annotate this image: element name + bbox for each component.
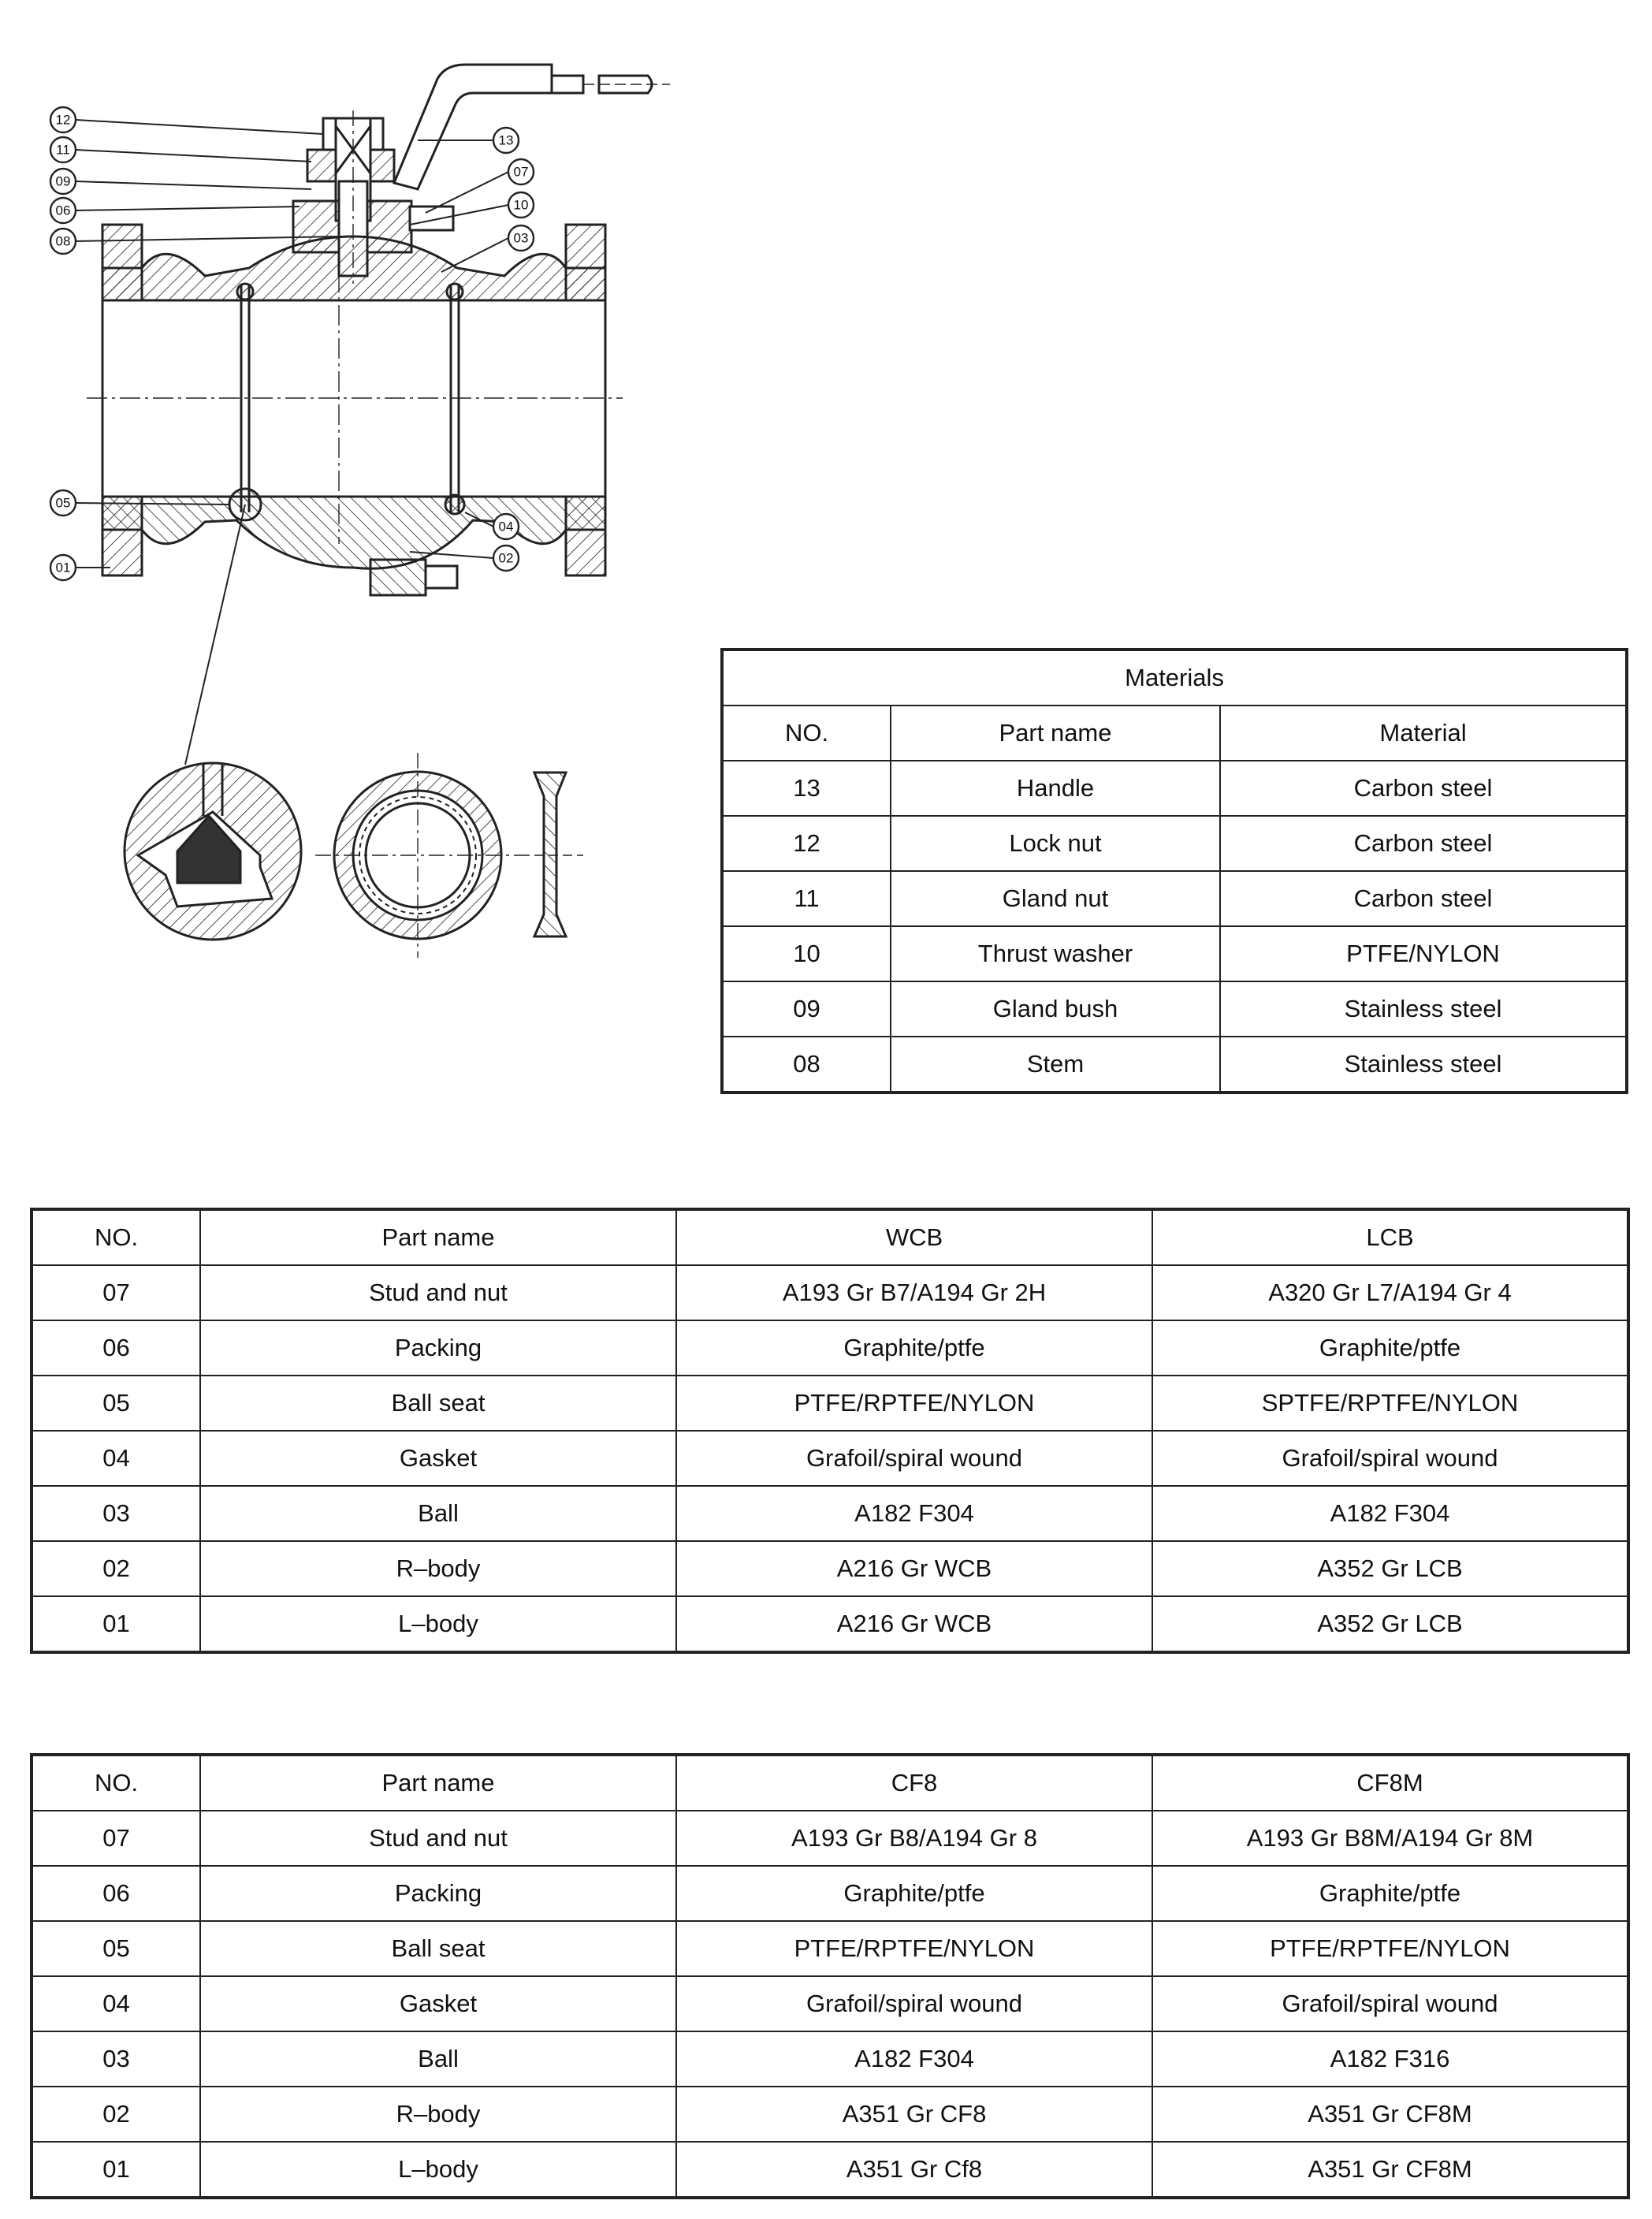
cell-cf8m: A351 Gr CF8M	[1152, 2142, 1628, 2198]
cell-cf8: A193 Gr B8/A194 Gr 8	[676, 1811, 1152, 1866]
header-cf8: CF8	[676, 1755, 1152, 1811]
cell-no: 01	[32, 2142, 200, 2198]
cell-part-name: Stem	[891, 1037, 1220, 1093]
header-part-name: Part name	[891, 706, 1220, 761]
cell-no: 10	[722, 926, 891, 981]
cell-wcb: A193 Gr B7/A194 Gr 2H	[676, 1265, 1152, 1320]
cell-no: 04	[32, 1431, 200, 1486]
callout-10	[508, 192, 534, 218]
cell-cf8: A182 F304	[676, 2031, 1152, 2087]
cell-no: 04	[32, 1976, 200, 2031]
cell-cf8m: Grafoil/spiral wound	[1152, 1976, 1628, 2031]
cell-cf8: PTFE/RPTFE/NYLON	[676, 1921, 1152, 1976]
table-row	[32, 2142, 1628, 2198]
cell-part-name: Thrust washer	[891, 926, 1220, 981]
cell-no: 06	[32, 1866, 200, 1921]
materials-title: Materials	[722, 650, 1627, 706]
table-row	[722, 761, 1627, 816]
cell-cf8: Graphite/ptfe	[676, 1866, 1152, 1921]
valve-body-shape	[102, 225, 605, 595]
cell-material: PTFE/NYLON	[1220, 926, 1627, 981]
cell-no: 07	[32, 1811, 200, 1866]
cell-part-name: L–body	[200, 2142, 676, 2198]
svg-text:07: 07	[513, 164, 529, 180]
cell-part-name: Handle	[891, 761, 1220, 816]
cell-part-name: Stud and nut	[200, 1265, 676, 1320]
table-row	[722, 1037, 1627, 1093]
header-part-name: Part name	[200, 1755, 676, 1811]
header-no: NO.	[32, 1209, 200, 1265]
callout-02	[493, 545, 519, 571]
cell-lcb: A182 F304	[1152, 1486, 1628, 1541]
cell-cf8m: Graphite/ptfe	[1152, 1866, 1628, 1921]
seat-ring-front-view	[315, 753, 520, 958]
cell-lcb: A352 Gr LCB	[1152, 1541, 1628, 1596]
header-cf8m: CF8M	[1152, 1755, 1628, 1811]
cell-no: 02	[32, 1541, 200, 1596]
cell-wcb: A216 Gr WCB	[676, 1596, 1152, 1652]
table-row	[32, 1976, 1628, 2031]
svg-text:12: 12	[55, 112, 71, 128]
cell-wcb: A216 Gr WCB	[676, 1541, 1152, 1596]
table-row	[722, 981, 1627, 1037]
cell-part-name: Gland nut	[891, 871, 1220, 926]
cell-no: 01	[32, 1596, 200, 1652]
cell-no: 05	[32, 1921, 200, 1976]
materials-header-row	[722, 706, 1627, 761]
svg-text:08: 08	[55, 233, 71, 249]
table-row	[32, 1320, 1628, 1376]
cell-cf8: Grafoil/spiral wound	[676, 1976, 1152, 2031]
callout-11	[50, 137, 76, 162]
cell-wcb: Grafoil/spiral wound	[676, 1431, 1152, 1486]
callout-06	[50, 198, 76, 223]
cell-part-name: Packing	[200, 1320, 676, 1376]
cell-cf8m: A182 F316	[1152, 2031, 1628, 2087]
cell-lcb: A352 Gr LCB	[1152, 1596, 1628, 1652]
header-no: NO.	[722, 706, 891, 761]
cell-part-name: Gasket	[200, 1976, 676, 2031]
cell-part-name: Gland bush	[891, 981, 1220, 1037]
cell-part-name: Lock nut	[891, 816, 1220, 871]
cell-material: Stainless steel	[1220, 1037, 1627, 1093]
cell-part-name: Ball seat	[200, 1921, 676, 1976]
table-row	[722, 926, 1627, 981]
cell-part-name: Gasket	[200, 1431, 676, 1486]
callout-09	[50, 169, 76, 194]
table-row	[32, 1921, 1628, 1976]
callout-04	[493, 514, 519, 539]
materials-table	[720, 648, 1628, 1094]
cell-part-name: Ball seat	[200, 1376, 676, 1431]
cell-no: 12	[722, 816, 891, 871]
table-row	[32, 2031, 1628, 2087]
header-no: NO.	[32, 1755, 200, 1811]
svg-text:13: 13	[498, 132, 514, 148]
cell-part-name: R–body	[200, 1541, 676, 1596]
table-row	[32, 1376, 1628, 1431]
table-row	[32, 1866, 1628, 1921]
callout-07	[508, 159, 534, 184]
callout-01	[50, 555, 76, 580]
cell-cf8: A351 Gr Cf8	[676, 2142, 1152, 2198]
table-row	[32, 2087, 1628, 2142]
callout-05	[50, 490, 76, 516]
cell-cf8: A351 Gr CF8	[676, 2087, 1152, 2142]
header-wcb: WCB	[676, 1209, 1152, 1265]
table-row	[32, 1486, 1628, 1541]
svg-text:04: 04	[498, 519, 514, 534]
callout-13	[493, 128, 519, 153]
cell-no: 08	[722, 1037, 891, 1093]
cell-cf8m: PTFE/RPTFE/NYLON	[1152, 1921, 1628, 1976]
cell-material: Carbon steel	[1220, 816, 1627, 871]
table-row	[32, 1265, 1628, 1320]
cell-cf8m: A351 Gr CF8M	[1152, 2087, 1628, 2142]
valve-section-drawing	[0, 0, 709, 993]
callout-12	[50, 107, 76, 132]
svg-text:01: 01	[55, 560, 71, 575]
table-row	[32, 1596, 1628, 1652]
cell-no: 05	[32, 1376, 200, 1431]
table-row	[722, 816, 1627, 871]
svg-text:05: 05	[55, 495, 71, 511]
cf8-header-row	[32, 1755, 1628, 1811]
svg-text:03: 03	[513, 230, 529, 246]
callout-08	[50, 229, 76, 254]
svg-text:09: 09	[55, 173, 71, 189]
header-part-name: Part name	[200, 1209, 676, 1265]
cell-material: Stainless steel	[1220, 981, 1627, 1037]
svg-text:11: 11	[56, 142, 70, 158]
wcb-lcb-table	[30, 1208, 1630, 1654]
cell-no: 06	[32, 1320, 200, 1376]
cell-part-name: R–body	[200, 2087, 676, 2142]
cell-lcb: A320 Gr L7/A194 Gr 4	[1152, 1265, 1628, 1320]
seat-detail-view	[125, 763, 301, 940]
svg-text:02: 02	[498, 550, 514, 566]
svg-text:10: 10	[513, 197, 529, 213]
cell-cf8m: A193 Gr B8M/A194 Gr 8M	[1152, 1811, 1628, 1866]
cell-wcb: A182 F304	[676, 1486, 1152, 1541]
cell-no: 11	[722, 871, 891, 926]
cell-lcb: Grafoil/spiral wound	[1152, 1431, 1628, 1486]
cell-material: Carbon steel	[1220, 871, 1627, 926]
table-row	[32, 1431, 1628, 1486]
table-row	[722, 871, 1627, 926]
header-lcb: LCB	[1152, 1209, 1628, 1265]
cell-lcb: Graphite/ptfe	[1152, 1320, 1628, 1376]
callout-03	[508, 225, 534, 251]
cell-no: 03	[32, 2031, 200, 2087]
cell-no: 09	[722, 981, 891, 1037]
svg-text:06: 06	[55, 203, 71, 218]
cell-no: 02	[32, 2087, 200, 2142]
wcb-header-row	[32, 1209, 1628, 1265]
cell-no: 03	[32, 1486, 200, 1541]
cell-part-name: Packing	[200, 1866, 676, 1921]
header-material: Material	[1220, 706, 1627, 761]
cell-part-name: Ball	[200, 1486, 676, 1541]
table-row	[32, 1811, 1628, 1866]
table-row	[32, 1541, 1628, 1596]
seat-ring-side-view	[520, 773, 583, 936]
cell-part-name: Ball	[200, 2031, 676, 2087]
cf8-cf8m-table	[30, 1753, 1630, 2199]
cell-wcb: PTFE/RPTFE/NYLON	[676, 1376, 1152, 1431]
cell-no: 13	[722, 761, 891, 816]
cell-wcb: Graphite/ptfe	[676, 1320, 1152, 1376]
cell-lcb: SPTFE/RPTFE/NYLON	[1152, 1376, 1628, 1431]
cell-part-name: L–body	[200, 1596, 676, 1652]
cell-no: 07	[32, 1265, 200, 1320]
cell-material: Carbon steel	[1220, 761, 1627, 816]
cell-part-name: Stud and nut	[200, 1811, 676, 1866]
